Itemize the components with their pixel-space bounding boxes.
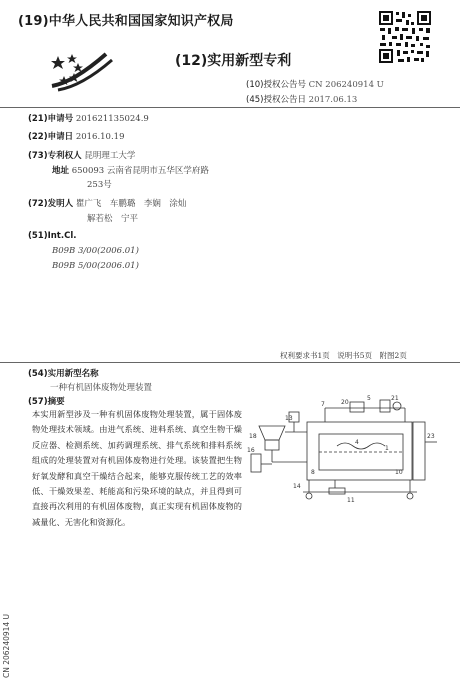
inventors-line-2: 解若松 宁平 [87, 214, 139, 224]
application-date [28, 130, 124, 142]
page-count: 权利要求书1页 说明书5页 附图2页 [280, 351, 407, 360]
document-type: (12)实用新型专利 [175, 53, 292, 69]
part-label: 13 [285, 415, 293, 422]
part-label: 11 [347, 497, 355, 504]
side-publication-id: CN 206240914 U [2, 613, 11, 678]
application-number-value: 201621135024.9 [75, 114, 149, 124]
utility-title: 一种有机固体废物处理装置 [50, 383, 153, 393]
publication-number-value: CN 206240914 U [308, 80, 384, 90]
utility-title-label: (54)实用新型名称 [28, 369, 99, 379]
abstract-label: (57)摘要 [28, 397, 65, 407]
biblio-divider [0, 362, 460, 363]
address-label: 地址 [52, 166, 70, 176]
inventors-label: (72)发明人 [28, 199, 74, 209]
patentee-label: (73)专利权人 [28, 151, 82, 161]
part-label: 8 [311, 469, 315, 476]
part-label: 4 [355, 439, 359, 446]
part-label: 7 [321, 401, 325, 408]
part-label: 16 [247, 447, 255, 454]
abstract-text: 本实用新型涉及一种有机固体废物处理装置，属于固体废物处理技术领域。由进气系统、进料系统、真空生物干燥反应器、检测系统、加药调理系统、排气系统和排料系统组成的处理装置对有机固体废物进行处理。该装置把生物好氧发酵和真空干燥结合起来，能够克服传统工艺的效率低、干燥效果差、耗能高和污染环境的缺点，并且得到可直接再次利用的有机固体废物，真正实现有机固体废物的减量化、无害化和资源化。 [32, 409, 242, 527]
part-label: 21 [391, 395, 399, 402]
part-label: 1 [385, 445, 389, 452]
ipc-code-1: B09B 3/00(2006.01) [52, 246, 139, 256]
header-divider [0, 107, 460, 108]
part-label: 14 [293, 483, 301, 490]
issuing-authority: (19)中华人民共和国国家知识产权局 [18, 14, 234, 29]
ipc-code-2: B09B 5/00(2006.01) [52, 261, 139, 271]
address-line-2: 253号 [87, 180, 112, 190]
ipc-classification [28, 231, 77, 241]
publication-number-label: (10)授权公告号 [246, 80, 306, 90]
inventors-line-1: 瞿广飞 车鹏璐 李娴 涂灿 [75, 199, 187, 209]
patentee-value: 昆明理工大学 [84, 151, 136, 161]
application-number [28, 112, 149, 124]
patentee [28, 149, 135, 161]
apparatus-drawing [245, 392, 445, 512]
cnipa-logo-icon [44, 46, 116, 94]
application-number-label: (21)申请号 [28, 114, 74, 124]
qr-code-icon [378, 10, 432, 64]
publication-date-label: (45)授权公告日 [246, 95, 306, 105]
part-label: 23 [427, 433, 435, 440]
part-label: 20 [341, 399, 349, 406]
part-label: 18 [249, 433, 257, 440]
application-date-value: 2016.10.19 [75, 132, 125, 142]
part-label: 5 [367, 395, 371, 402]
address-line-1: 650093 云南省昆明市五华区学府路 [71, 166, 209, 176]
inventors [28, 197, 186, 209]
publication-date [246, 93, 357, 105]
address [52, 164, 209, 176]
part-label: 10 [395, 469, 403, 476]
publication-number [246, 78, 384, 90]
application-date-label: (22)申请日 [28, 132, 74, 142]
publication-date-value: 2017.06.13 [308, 95, 358, 105]
ipc-label: (51)Int.Cl. [28, 231, 77, 241]
